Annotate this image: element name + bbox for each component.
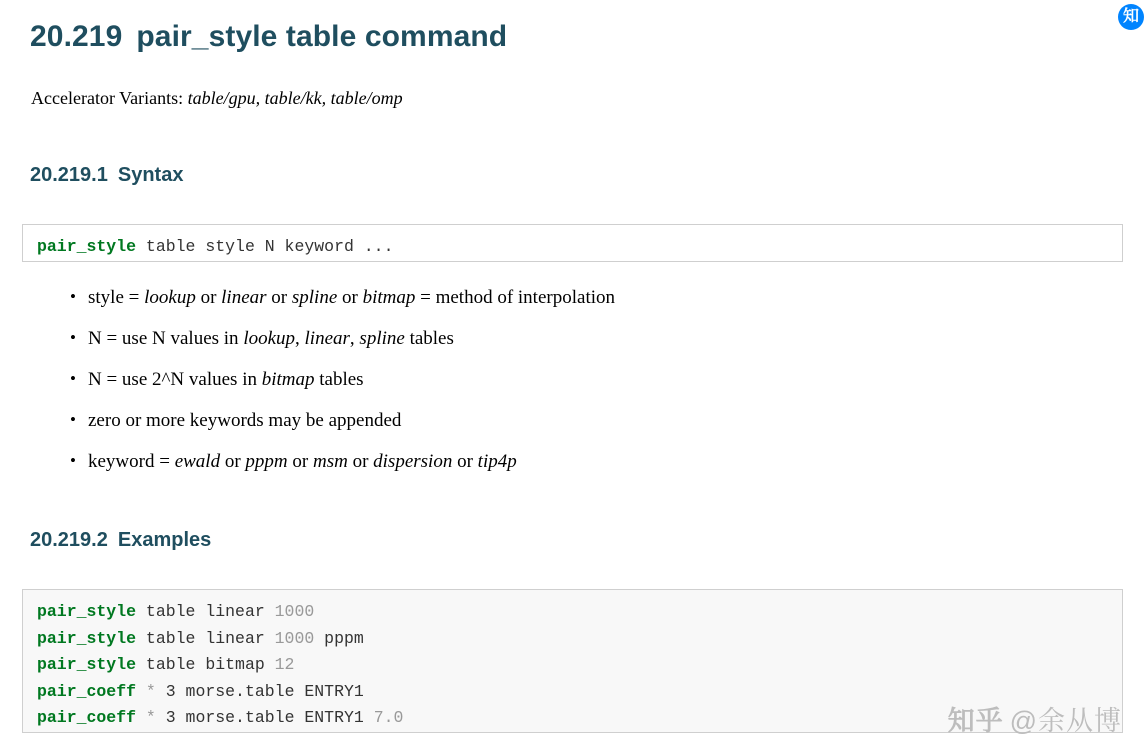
list-item: • style = lookup or linear or spline or bitmap = method of interpolation <box>62 286 1102 309</box>
code-text: 3 morse.table ENTRY1 <box>155 681 364 701</box>
accelerator-label: Accelerator Variants: <box>31 88 184 108</box>
code-text: table bitmap <box>136 655 275 674</box>
code-text: 3 morse.table ENTRY1 <box>155 708 374 727</box>
watermark-logo: 知乎 <box>947 706 1004 736</box>
watermark-text: @余从博 <box>1009 706 1122 736</box>
code-text: * <box>136 681 156 701</box>
code-line <box>37 599 1110 626</box>
code-keyword: pair_style <box>37 655 137 674</box>
list-item: • N = use N values in lookup, linear, spline tables <box>62 327 1102 350</box>
list-item <box>62 409 1102 432</box>
section-heading-syntax <box>30 164 183 187</box>
section-heading-examples <box>30 529 211 552</box>
page-title-heading <box>30 8 1114 54</box>
list-item: • N = use 2^N values in bitmap tables <box>62 368 1102 391</box>
code-text: table style N keyword ... <box>136 237 394 256</box>
page-title-text: pair_style table command <box>136 20 508 53</box>
list-item: • keyword = ewald or pppm or msm or dispersion or tip4p <box>62 450 1102 473</box>
code-number: 7.0 <box>373 708 404 727</box>
list-item-label: zero or more keywords may be appended <box>88 410 402 431</box>
code-number: 1000 <box>274 602 315 621</box>
code-keyword: pair_style <box>37 237 137 256</box>
page-title <box>30 8 1114 54</box>
code-text: pppm <box>314 628 364 648</box>
accelerator-line <box>31 88 1115 109</box>
syntax-section-number: 20.219.1 <box>30 164 108 186</box>
syntax-bullet-list <box>62 286 1102 491</box>
syntax-section-label: Syntax <box>117 164 184 186</box>
code-keyword: pair_coeff <box>37 708 137 727</box>
code-keyword: pair_coeff <box>37 681 137 701</box>
page-title-number: 20.219 <box>30 20 123 53</box>
code-keyword: pair_style <box>37 602 137 621</box>
watermark <box>948 699 1122 738</box>
code-text: * <box>136 708 156 727</box>
code-text: table linear <box>136 628 275 648</box>
examples-section-label: Examples <box>117 529 212 551</box>
zhihu-badge-icon[interactable]: 知 <box>1118 4 1144 30</box>
syntax-code-block <box>22 224 1123 262</box>
code-number: 1000 <box>274 628 315 648</box>
code-text: table linear <box>136 602 275 621</box>
code-number: 12 <box>274 655 295 674</box>
examples-section-number: 20.219.2 <box>30 529 108 551</box>
code-line <box>37 626 1110 653</box>
accelerator-variants <box>31 88 1115 109</box>
code-line <box>37 652 1110 679</box>
code-keyword: pair_style <box>37 628 137 648</box>
accelerator-variant-list: table/gpu, table/kk, table/omp <box>187 88 403 108</box>
